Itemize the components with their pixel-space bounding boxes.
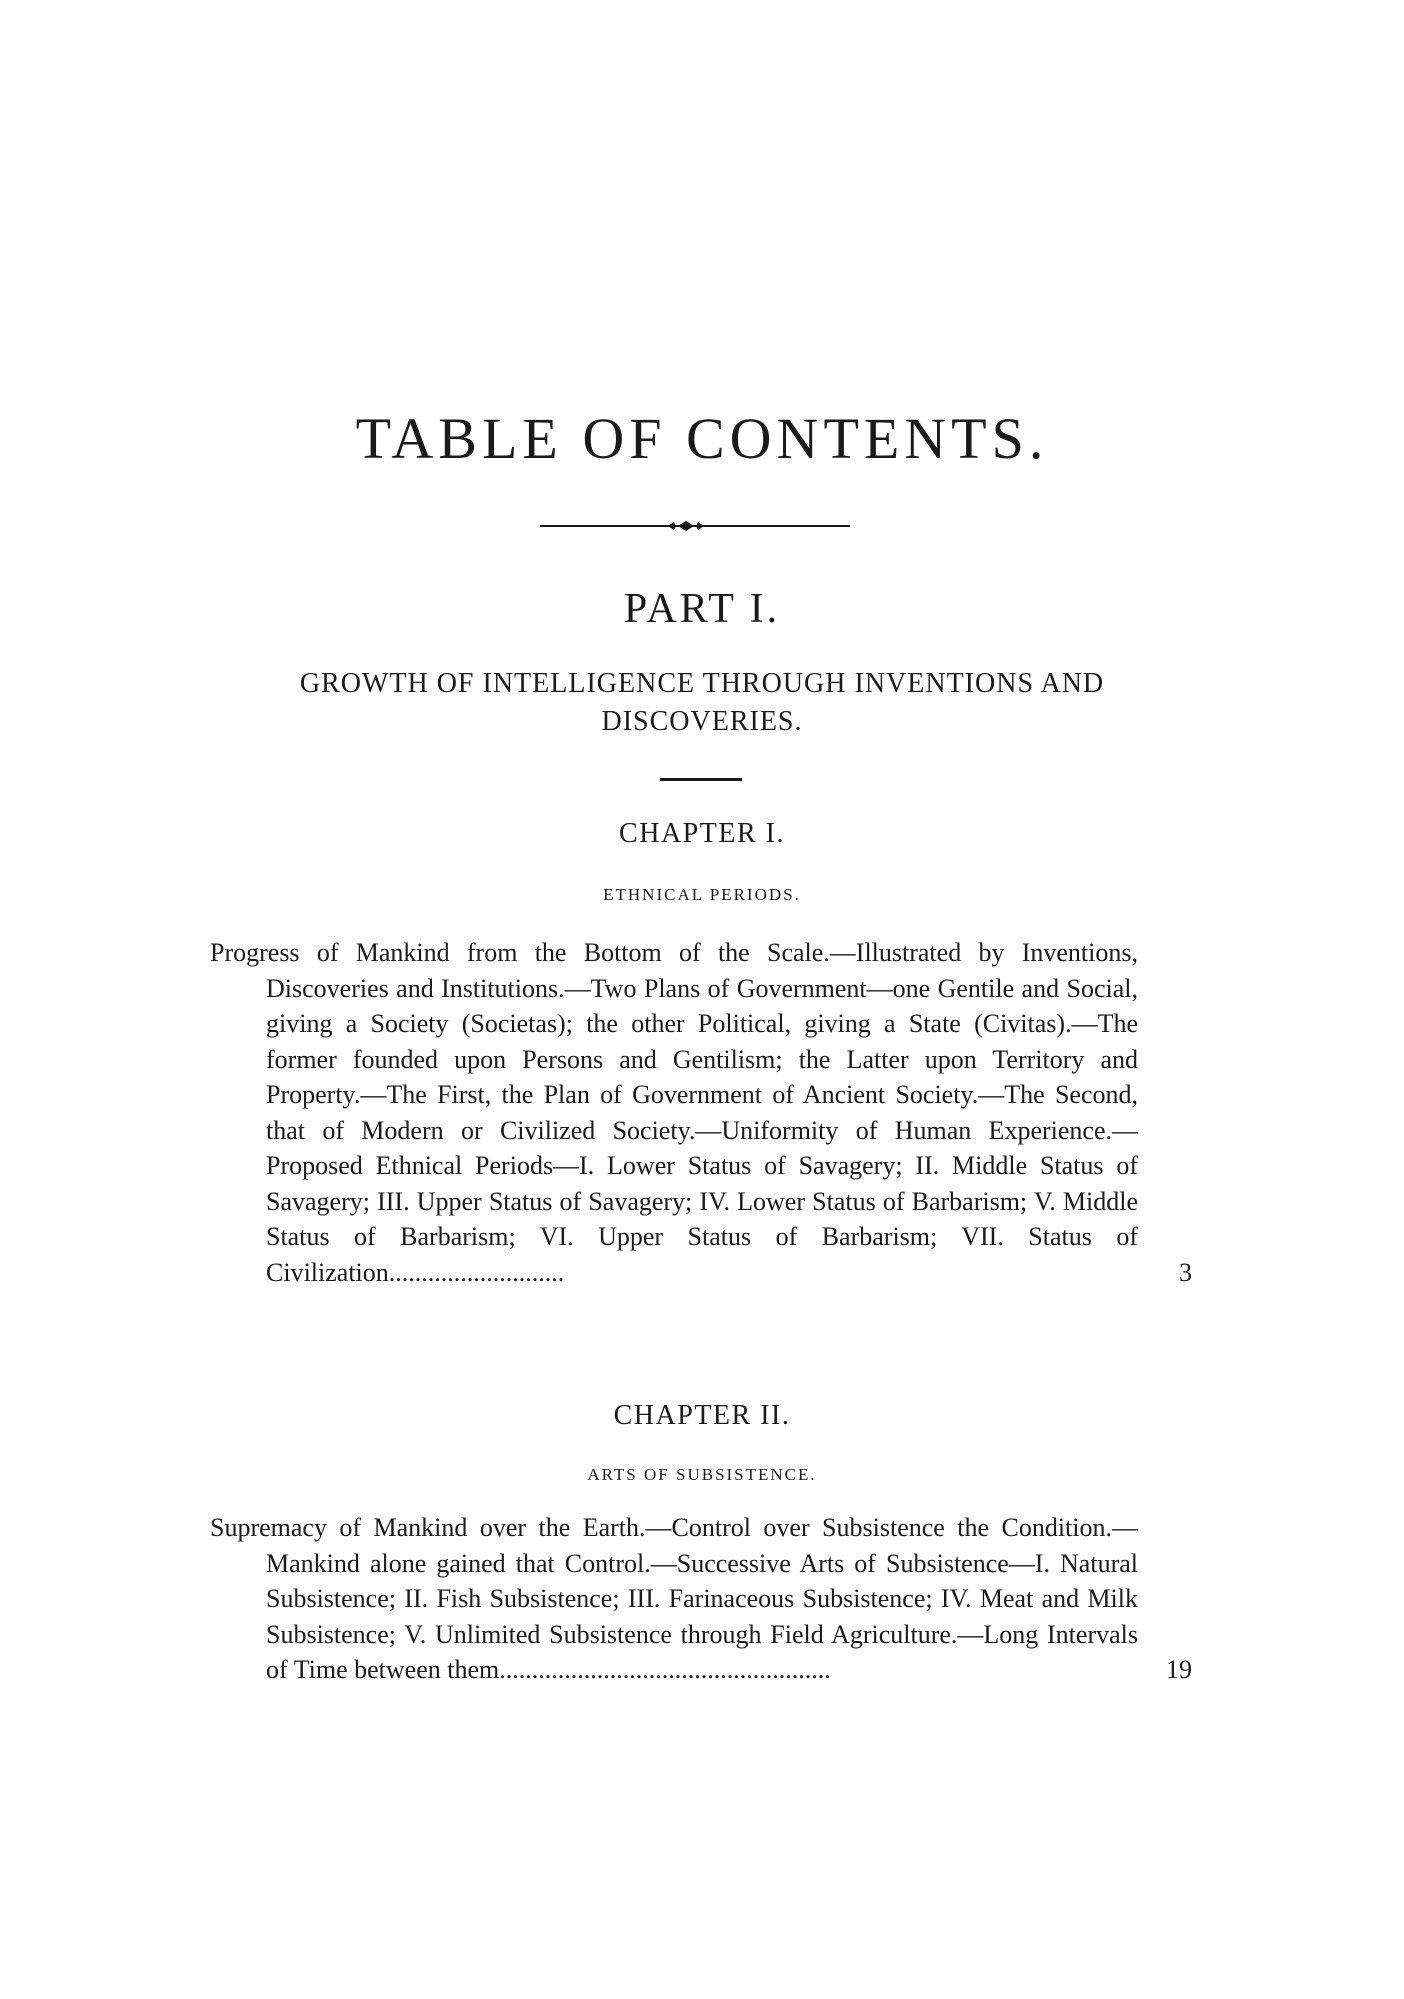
chapter-1-summary-text: Progress of Mankind from the Bottom of the Scale.—Illustrated by Inventions, Discoveries and Institutions.—Two Plans of Government—one Gentile and Social, giving a Society (Societas); the other Political, giving a State (Civitas).—The former founded upon Persons and Gentilism; the Latter upon Territory and Property.—The First, the Plan of Government of Ancient Society.—The Second, that of Modern or Civilized Society.—Uniformity of Human Experience.—Proposed Ethnical Periods—I. Lower Status of Savagery; II. Middle Status of Savagery; III. Upper Status of Savagery; IV. Lower Status of Barbarism; V. Middle Status of Barbarism; VI. Upper Status of Barbarism; VII. Status of Civilization (210, 938, 1138, 1287)
part-heading: PART I. (623, 586, 781, 632)
part-subtitle-line-1: GROWTH OF INTELLIGENCE THROUGH INVENTIONS AND (299, 668, 1105, 699)
chapter-2-title: CHAPTER II. (613, 1400, 791, 1431)
page-title: TABLE OF CONTENTS. (355, 406, 1049, 471)
chapter-2-page-number: 19 (1166, 1655, 1192, 1684)
divider-ornament (540, 520, 850, 532)
part-subtitle (0, 665, 1404, 741)
chapter-1-subtitle: ETHNICAL PERIODS. (603, 885, 801, 904)
chapter-1-entry (210, 935, 1192, 1290)
divider-rule (660, 778, 742, 781)
chapter-1-page-number: 3 (1179, 1257, 1192, 1287)
part-subtitle-line-2: DISCOVERIES. (601, 706, 803, 737)
chapter-2-leaders: ................................................... (499, 1655, 831, 1684)
chapter-1-title: CHAPTER I. (619, 818, 785, 849)
chapter-2-summary-text: Supremacy of Mankind over the Earth.—Control over Subsistence the Condition.—Mankind alone gained that Control.—Successive Arts of Subsistence—I. Natural Subsistence; II. Fish Subsistence; III. Farinaceous Subsistence; IV. Meat and Milk Subsistence; V. Unlimited Subsistence through Field Agriculture.—Long Intervals of Time between them (210, 1513, 1138, 1684)
chapter-2-subtitle: ARTS OF SUBSISTENCE. (587, 1465, 817, 1484)
chapter-1-leaders: ........................... (388, 1257, 565, 1287)
chapter-1-summary (210, 935, 1138, 1290)
chapter-2-entry (210, 1510, 1192, 1688)
chapter-2-summary (210, 1510, 1138, 1688)
